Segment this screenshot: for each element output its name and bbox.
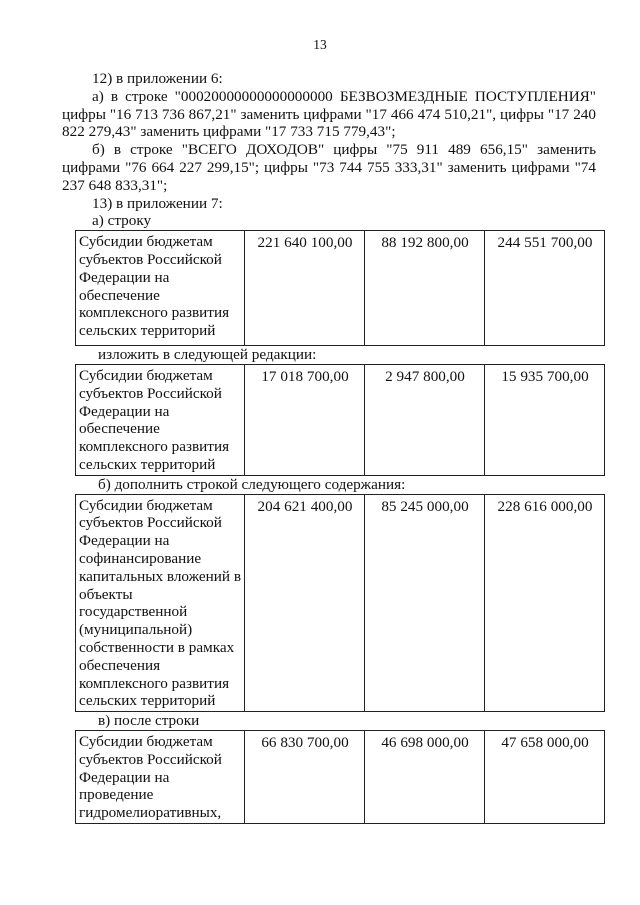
value-cell-2: 2 947 800,00 (365, 364, 485, 475)
table-new-edition-row (75, 364, 605, 476)
table-row (76, 730, 605, 823)
value-cell-3: 244 551 700,00 (485, 231, 605, 346)
table-row (76, 364, 605, 475)
page-number: 13 (313, 37, 327, 52)
value-cell-1: 221 640 100,00 (245, 231, 365, 346)
value-cell-1: 17 018 700,00 (245, 364, 365, 475)
table-row (76, 231, 605, 346)
value-cell-3: 47 658 000,00 (485, 730, 605, 823)
item-13-replace-text: изложить в следующей редакции: (98, 346, 317, 364)
row-name-cell: Субсидии бюджетам субъектов Российской Федерации на обеспечение комплексного развития сельских территорий (76, 364, 245, 475)
value-cell-3: 15 935 700,00 (485, 364, 605, 475)
row-name-cell: Субсидии бюджетам субъектов Российской Федерации на обеспечение комплексного развития сельских территорий (76, 231, 245, 346)
value-cell-1: 66 830 700,00 (245, 730, 365, 823)
value-cell-2: 85 245 000,00 (365, 494, 485, 712)
value-cell-2: 88 192 800,00 (365, 231, 485, 346)
document-body (62, 70, 596, 824)
item-13-b: б) дополнить строкой следующего содержания: (98, 475, 406, 493)
value-cell-1: 204 621 400,00 (245, 494, 365, 712)
table-after-row (75, 730, 605, 824)
table-original-row (75, 230, 605, 346)
value-cell-3: 228 616 000,00 (485, 494, 605, 712)
table-row (76, 494, 605, 712)
row-name-cell: Субсидии бюджетам субъектов Российской Федерации на софинансирование капитальных вложений в объекты государственной (муниципальной) собственности в рамках обеспечения комплексного развития сельских территорий (76, 494, 245, 712)
item-13-heading: 13) в приложении 7: (92, 194, 223, 212)
table-added-row (75, 494, 605, 713)
row-name-cell: Субсидии бюджетам субъектов Российской Федерации на проведение гидромелиоративных, (76, 730, 245, 823)
item-13-c: в) после строки (98, 712, 200, 730)
item-12-b: б) в строке "ВСЕГО ДОХОДОВ" цифры "75 911 489 656,15" заменить цифрами "76 664 227 299,15"; цифры "73 744 755 333,31" заменить цифрами "74 237 648 833,31"; (62, 141, 596, 194)
item-12-a: а) в строке "00020000000000000000 БЕЗВОЗМЕЗДНЫЕ ПОСТУПЛЕНИЯ" цифры "16 713 736 867,21" заменить цифрами "17 466 474 510,21", цифры "17 240 822 279,43" заменить цифрами "17 733 715 779,43"; (62, 87, 596, 141)
item-12-heading: 12) в приложении 6: (92, 70, 223, 87)
item-13-a: а) строку (92, 212, 152, 230)
value-cell-2: 46 698 000,00 (365, 730, 485, 823)
